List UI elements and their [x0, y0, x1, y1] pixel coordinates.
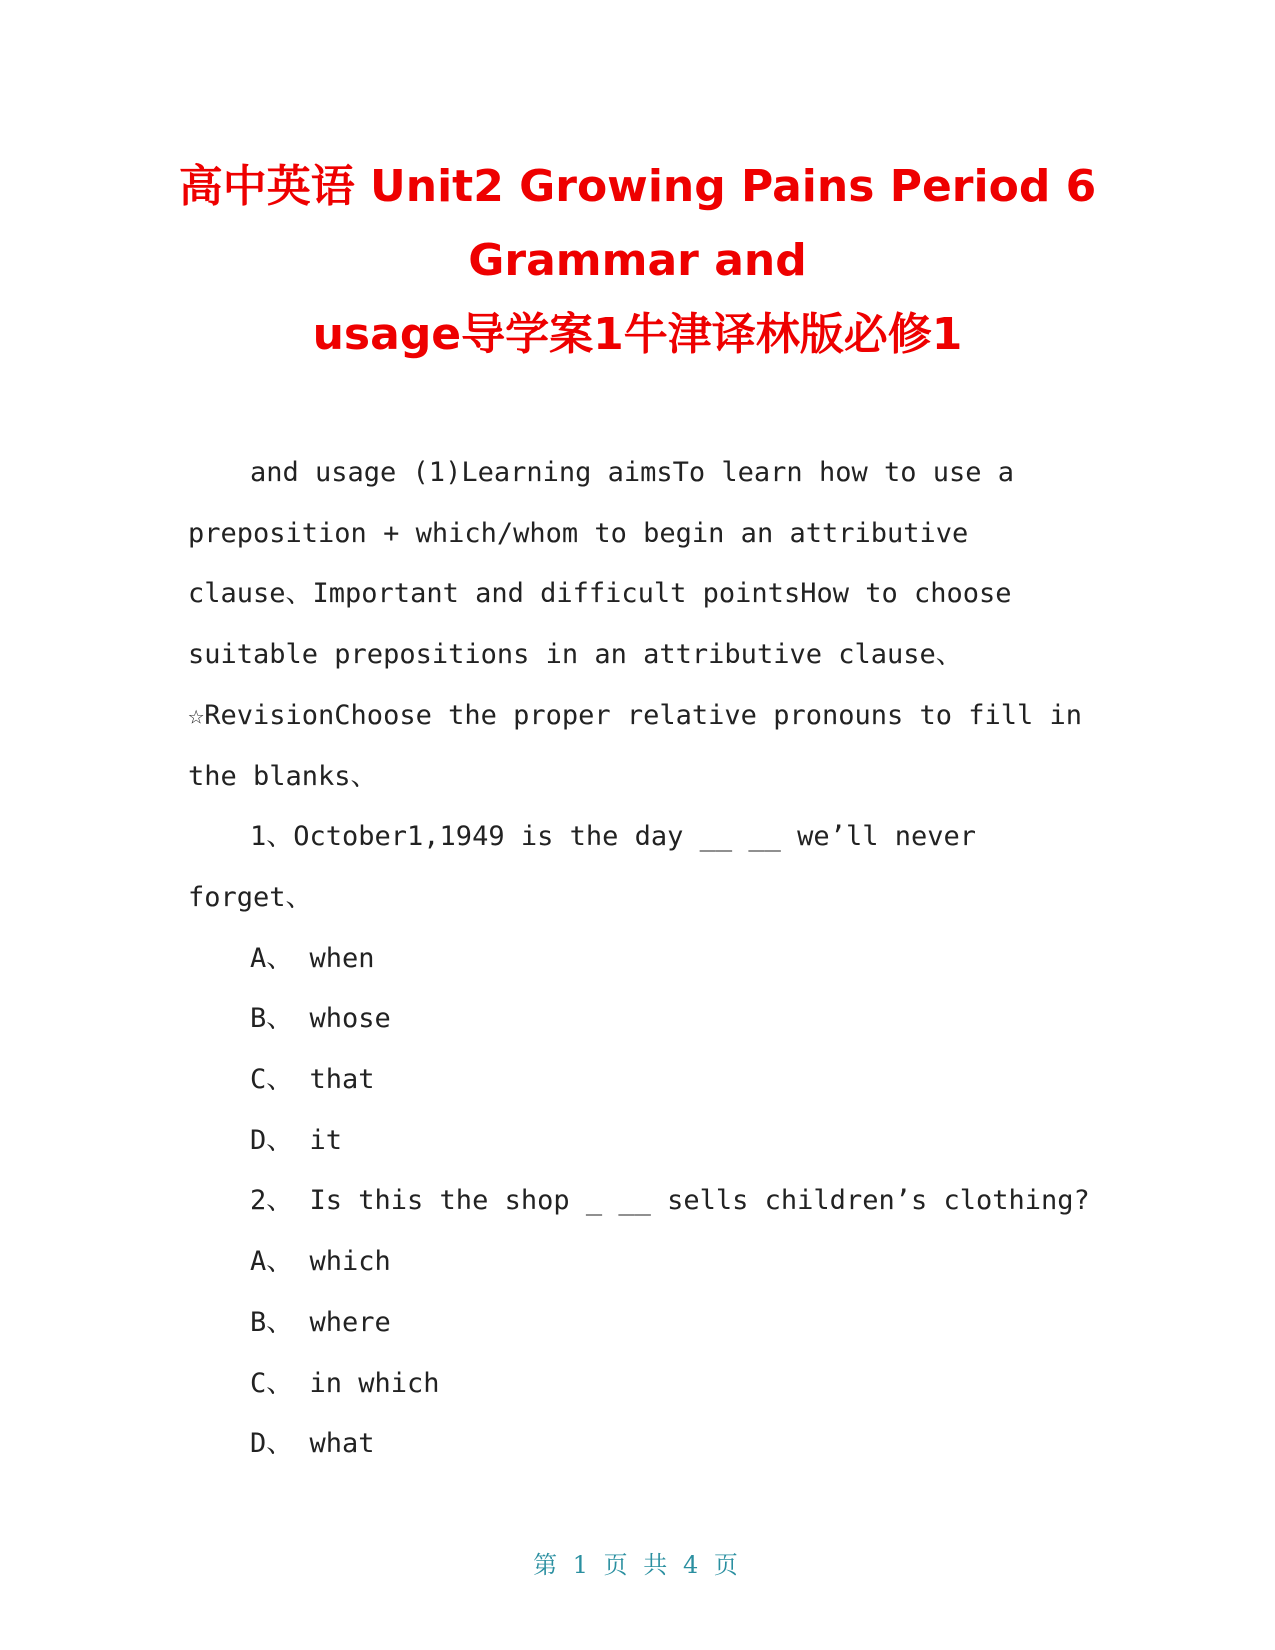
question-1-option-d: D、 it: [250, 1124, 343, 1156]
document-title: [170, 150, 1105, 372]
question-2-text: 2、 Is this the shop _ __ sells children’s clothing?: [250, 1185, 1090, 1217]
question-1-text: 1、October1,1949 is the day __ __ we’ll never forget、: [188, 821, 993, 913]
question-2-option-b: B、 where: [250, 1306, 391, 1338]
question-2-option-a: A、 which: [250, 1246, 391, 1278]
intro-paragraph: and usage (1)Learning aimsTo learn how to use a preposition + which/whom to begin an attributive clause、Important and difficult pointsHow to choose suitable prepositions in an attributive clause、☆RevisionChoose the proper relative pronouns to fill in the blanks、: [188, 457, 1099, 792]
page-footer: 第 1 页 共 4 页: [533, 1551, 742, 1579]
title-line-3: usage导学案1牛津译林版必修1: [312, 309, 963, 360]
question-1-option-c: C、 that: [250, 1064, 375, 1096]
question-1-option-a: A、 when: [250, 942, 375, 974]
document-body: [188, 443, 1099, 1475]
title-line-2: Grammar and: [468, 235, 807, 286]
question-2-option-c: C、 in which: [250, 1367, 440, 1399]
title-line-1: 高中英语 Unit2 Growing Pains Period 6: [178, 161, 1097, 212]
question-2-option-d: D、 what: [250, 1428, 375, 1460]
question-1-option-b: B、 whose: [250, 1003, 391, 1035]
